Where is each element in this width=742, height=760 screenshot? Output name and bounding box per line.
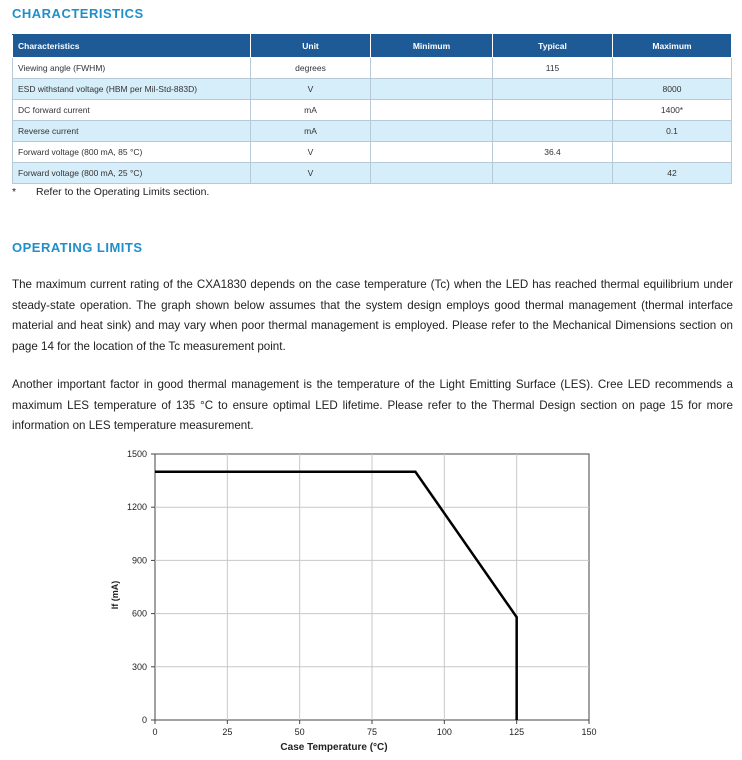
y-tick-label: 0	[141, 715, 147, 725]
cell-typical	[493, 79, 613, 100]
table-row	[13, 79, 732, 100]
cell-maximum	[613, 58, 732, 79]
header-maximum: Maximum	[613, 35, 732, 58]
x-tick-label: 50	[294, 727, 305, 737]
table-header-row	[13, 35, 732, 58]
header-characteristics: Characteristics	[13, 35, 251, 58]
cell-typical: 36.4	[493, 142, 613, 163]
y-tick-label: 1200	[126, 502, 147, 513]
header-unit: Unit	[251, 35, 371, 58]
footnote-mark: *	[12, 186, 17, 198]
y-tick-label: 900	[131, 555, 147, 566]
cell-minimum	[371, 121, 493, 142]
cell-maximum: 8000	[613, 79, 732, 100]
current-derating-chart	[0, 446, 742, 760]
operating-limits-title: OPERATING LIMITS	[12, 240, 143, 255]
cell-maximum: 0.1	[613, 121, 732, 142]
x-tick-label: 75	[366, 727, 378, 737]
cell-characteristic: Forward voltage (800 mA, 85 °C)	[13, 142, 251, 163]
table-footnote	[12, 186, 209, 198]
characteristics-title: CHARACTERISTICS	[12, 6, 144, 21]
table-row	[13, 121, 732, 142]
cell-characteristic: Forward voltage (800 mA, 25 °C)	[13, 163, 251, 184]
cell-characteristic: DC forward current	[13, 100, 251, 121]
table-row	[13, 142, 732, 163]
cell-typical	[493, 100, 613, 121]
x-tick-label: 100	[436, 727, 452, 737]
characteristics-table	[12, 34, 732, 184]
x-tick-label: 125	[509, 727, 525, 737]
table-row	[13, 100, 732, 121]
x-tick-label: 150	[581, 727, 597, 737]
footnote-text: Refer to the Operating Limits section.	[36, 186, 210, 198]
cell-characteristic: Reverse current	[13, 121, 251, 142]
cell-minimum	[371, 142, 493, 163]
cell-characteristic: Viewing angle (FWHM)	[13, 58, 251, 79]
cell-unit: V	[251, 79, 371, 100]
table-row	[13, 58, 732, 79]
y-tick-label: 300	[131, 661, 147, 672]
header-typical: Typical	[493, 35, 613, 58]
y-axis-label: If (mA)	[110, 580, 120, 610]
cell-typical	[493, 163, 613, 184]
operating-limits-paragraph-2: Another important factor in good thermal management is the temperature of the Light Emitting Surface (LES). Cree LED recommends a maximum LES temperature of 135 °C to ensure optimal LED lifetime. Please refer to the Thermal Design section on page 15 for more information on LES temperature measurement.	[12, 378, 733, 432]
cell-unit: mA	[251, 100, 371, 121]
cell-minimum	[371, 163, 493, 184]
header-minimum: Minimum	[371, 35, 493, 58]
x-axis-label: Case Temperature (°C)	[280, 742, 388, 753]
cell-maximum: 1400*	[613, 100, 732, 121]
cell-maximum: 42	[613, 163, 732, 184]
cell-minimum	[371, 100, 493, 121]
cell-unit: degrees	[251, 58, 371, 79]
table-row	[13, 163, 732, 184]
y-tick-label: 1500	[126, 449, 147, 459]
cell-unit: V	[251, 142, 371, 163]
cell-maximum	[613, 142, 732, 163]
cell-typical: 115	[493, 58, 613, 79]
operating-limits-paragraph-1: The maximum current rating of the CXA1830 depends on the case temperature (Tc) when the LED has reached thermal equilibrium under steady-state operation. The graph shown below assumes that the system design employs good thermal management (thermal interface material and heat sink) and may vary when poor thermal management is employed. Please refer to the Mechanical Dimensions section on page 14 for the location of the Tc measurement point.	[12, 278, 733, 353]
cell-characteristic: ESD withstand voltage (HBM per Mil-Std-883D)	[13, 79, 251, 100]
cell-minimum	[371, 58, 493, 79]
y-tick-label: 600	[131, 608, 147, 619]
cell-typical	[493, 121, 613, 142]
cell-unit: V	[251, 163, 371, 184]
cell-minimum	[371, 79, 493, 100]
x-tick-label: 25	[222, 727, 233, 737]
cell-unit: mA	[251, 121, 371, 142]
x-tick-label: 0	[152, 727, 158, 737]
